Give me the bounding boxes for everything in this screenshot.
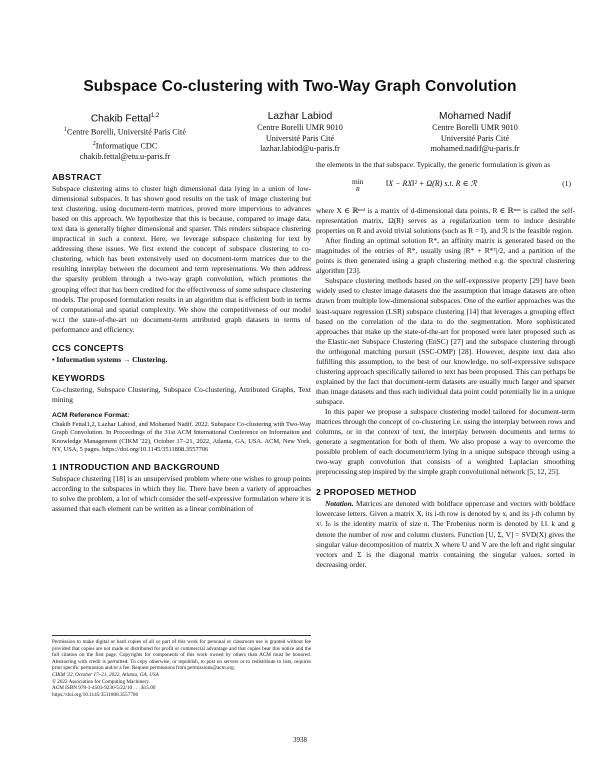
conference-line: CIKM '22, October 17–21, 2022, Atlanta, GA, USA <box>52 671 159 678</box>
equation-min: min R <box>352 177 364 194</box>
author-affiliation: $^2$Informatique CDC <box>92 140 158 151</box>
equation-number: (1) <box>562 179 571 189</box>
doi-link[interactable]: https://doi.org/10.1145/3511808.3557706 <box>52 691 139 698</box>
author-affiliation: Centre Borelli UMR 9010 <box>432 123 518 132</box>
intro-paragraph: Subspace clustering [18] is an unsupervised problem where one wishes to group points according to the subspaces in which they lie. There have been a variety of approaches to solve the problem, a lot of which consider the self-expressive formulation where it is assumed that each element can be written as a linear combination of <box>52 474 311 514</box>
author-name: Mohamed Nadif <box>439 111 511 122</box>
author-2 <box>215 110 385 155</box>
acm-ref-heading: ACM Reference Format: <box>52 411 130 419</box>
paragraph: the elements in the that subspace. Typically, the generic formulation is given as <box>316 160 551 169</box>
abstract-text: Subspace clustering aims to cluster high dimensional data lying in a union of low-dimensional subspaces. It has shown good results on the task of image clustering but text clustering, using document-term matrices, proved more impervious to advances based on this approach. We hypothesize that this is because, compared to image data, text data is generally higher dimensional and sparser. This renders subspace clustering impractical in such a context. Here, we leverage subspace clustering for text by addressing these issues. We first extend the concept of subspace clustering to co-clustering, which has been extensively used on document-term matrices due to the resulting interplay between the document and term representations. We then address the sparsity problem through a two-way graph convolution, which promotes the grouping effect that has been credited for the effectiveness of some subspace clustering models. The proposed formulation results in an algorithm that is efficient both in terms of computational and spatial complexity. We show the competitiveness of our model w.r.t the state-of-the-art on document-term attributed graph datasets in terms of performance and efficiency. <box>52 184 311 334</box>
author-affiliation: Université Paris Cité <box>265 133 335 143</box>
paragraph: where X ∈ ℝⁿˣᵈ is a matrix of d-dimensional data points, R ∈ ℝⁿˣⁿ is called the self-representation matrix, Ω(R) serves as a regularization term to induce desirable properties on R and avoid trivial solutions (such as R = I), and ℛ is the feasible region. <box>316 206 575 236</box>
notation-label: Notation. <box>325 499 354 509</box>
notation-text: Matrices are denoted with boldface uppercase and vectors with boldface lowercase letters. Given a matrix X, its i-th row is denoted by xᵢ and its j-th column by xʲ. Iₙ is the identity matrix of size n. The Frobenius norm is denoted by ‖.‖. k and g denote the number of row and column clusters. Function [U, Σ, V] = SVD(X) gives the singular value decomposition of matrix X where U and V are the left and right singular vectors and Σ is the diagonal matrix containing the singular values, sorted in decreasing order. <box>316 499 575 569</box>
keywords-text: Co-clustering, Subspace Clustering, Subspace Co-clustering, Attributed Graphs, Text mining <box>52 384 311 404</box>
paragraph: After finding an optimal solution R*, an affinity matrix is generated based on the magnitudes of the entries of R*, usually using |R* + R*ᵀ|/2, and a partition of the points is then generated using a graph clustering method e.g. the spectral clustering algorithm [23]. <box>316 236 575 276</box>
permission-text: Permission to make digital or hard copies of all or part of this work for personal or classroom use is granted without fee provided that copies are not made or distributed for profit or commercial advantage and that copies bear this notice and the full citation on the first page. Copyrights for components of this work owned by others than ACM must be honored. Abstracting with credit is permitted. To copy otherwise, or republish, to post on servers or to redistribute to lists, requires prior specific permission and/or a fee. Request permissions from permissions@acm.org. <box>52 639 311 672</box>
keywords-heading: KEYWORDS <box>52 372 106 383</box>
equation-1 <box>316 174 575 202</box>
ccs-text: • Information systems → Clustering. <box>52 354 168 364</box>
notation-paragraph <box>316 499 575 569</box>
author-name: Chakib Fettal$^{1,2}$ <box>90 113 160 125</box>
intro-heading: 1 INTRODUCTION AND BACKGROUND <box>52 462 220 473</box>
right-column <box>316 160 575 570</box>
equation-body: ‖X − RX‖² + Ω(R) s.t. R ∈ ℛ <box>386 179 477 189</box>
author-affiliation: Université Paris Cité <box>440 133 510 143</box>
author-3 <box>390 110 560 155</box>
author-email[interactable]: chakib.fettal@etu.u-paris.fr <box>79 152 171 162</box>
ccs-heading: CCS CONCEPTS <box>52 342 124 353</box>
author-affiliation: Centre Borelli UMR 9010 <box>257 123 343 132</box>
paragraph: In this paper we propose a subspace clustering model tailored for document-term matrices through the concept of co-clustering i.e. using the interplay between rows and columns, or in the context of text, the interplay between documents and terms to generate a segmentation for both of them. We also propose a way to overcome the possible problem of each document/term lying in a unique subspace through using a two-way graph convolution that consists of a weighted Laplacian smoothing preprocessing step inspired by the simple graph convolutional network [5, 12, 25]. <box>316 406 575 477</box>
author-affiliation: $^1$Centre Borelli, Université Paris Cité <box>64 127 186 138</box>
abstract-heading: ABSTRACT <box>52 172 102 182</box>
copyright-line: © 2022 Association for Computing Machinery. <box>52 678 150 685</box>
page-number: 3938 <box>293 736 307 744</box>
method-heading: 2 PROPOSED METHOD <box>316 487 417 498</box>
paper-title: Subspace Co-clustering with Two-Way Graph Convolution <box>83 78 517 95</box>
author-email[interactable]: mohamed.nadif@u-paris.fr <box>430 144 520 154</box>
permission-footnote <box>52 635 311 698</box>
isbn-line: ACM ISBN 978-1-4503-9236-5/22/10 . . . $15.00 <box>52 685 156 692</box>
author-name: Lazhar Labiod <box>267 111 333 122</box>
acm-ref-text: Chakib Fettal1,2, Lazhar Labiod, and Mohamed Nadif. 2022. Subspace Co-clustering with Two-Way Graph Convolution. In Proceedings of the 31st ACM International Conference on Information and Knowledge Management (CIKM '22), October 17–21, 2022, Atlanta, GA, USA. ACM, New York, NY, USA, 5 pages. https://doi.org/10.1145/3511808.3557706 <box>52 421 311 453</box>
left-column <box>52 166 311 514</box>
author-1 <box>40 110 210 163</box>
author-email[interactable]: lazhar.labiod@u-paris.fr <box>260 144 340 154</box>
paragraph: Subspace clustering methods based on the self-expressive property [29] have been widely used to cluster image datasets due the assumption that image datasets are often drawn from multiple low-dimensional subspaces. One of the earlier approaches was the least-square regression (LSR) subspace clustering [14] that leverages a grouping effect based on the correlation of the data to do the segmentation. More sophisticated approaches that make up the state-of-the-art for proposed were later proposed such as the Elastic-net Subspace Clustering (EnSC) [27] and the subspace clustering through the orthogonal matching pursuit (SSC-OMP) [28]. However, despite text data also fulfilling this assumption, to the best of our knowledge, no self-expressive subspace clustering approach specifically tailored to text has been proposed. This can perhaps be explained by the fact that document-term datasets are usually much larger and sparser than image datasets and thus each individual data point could potentially lie in a unique subspace. <box>316 276 576 406</box>
